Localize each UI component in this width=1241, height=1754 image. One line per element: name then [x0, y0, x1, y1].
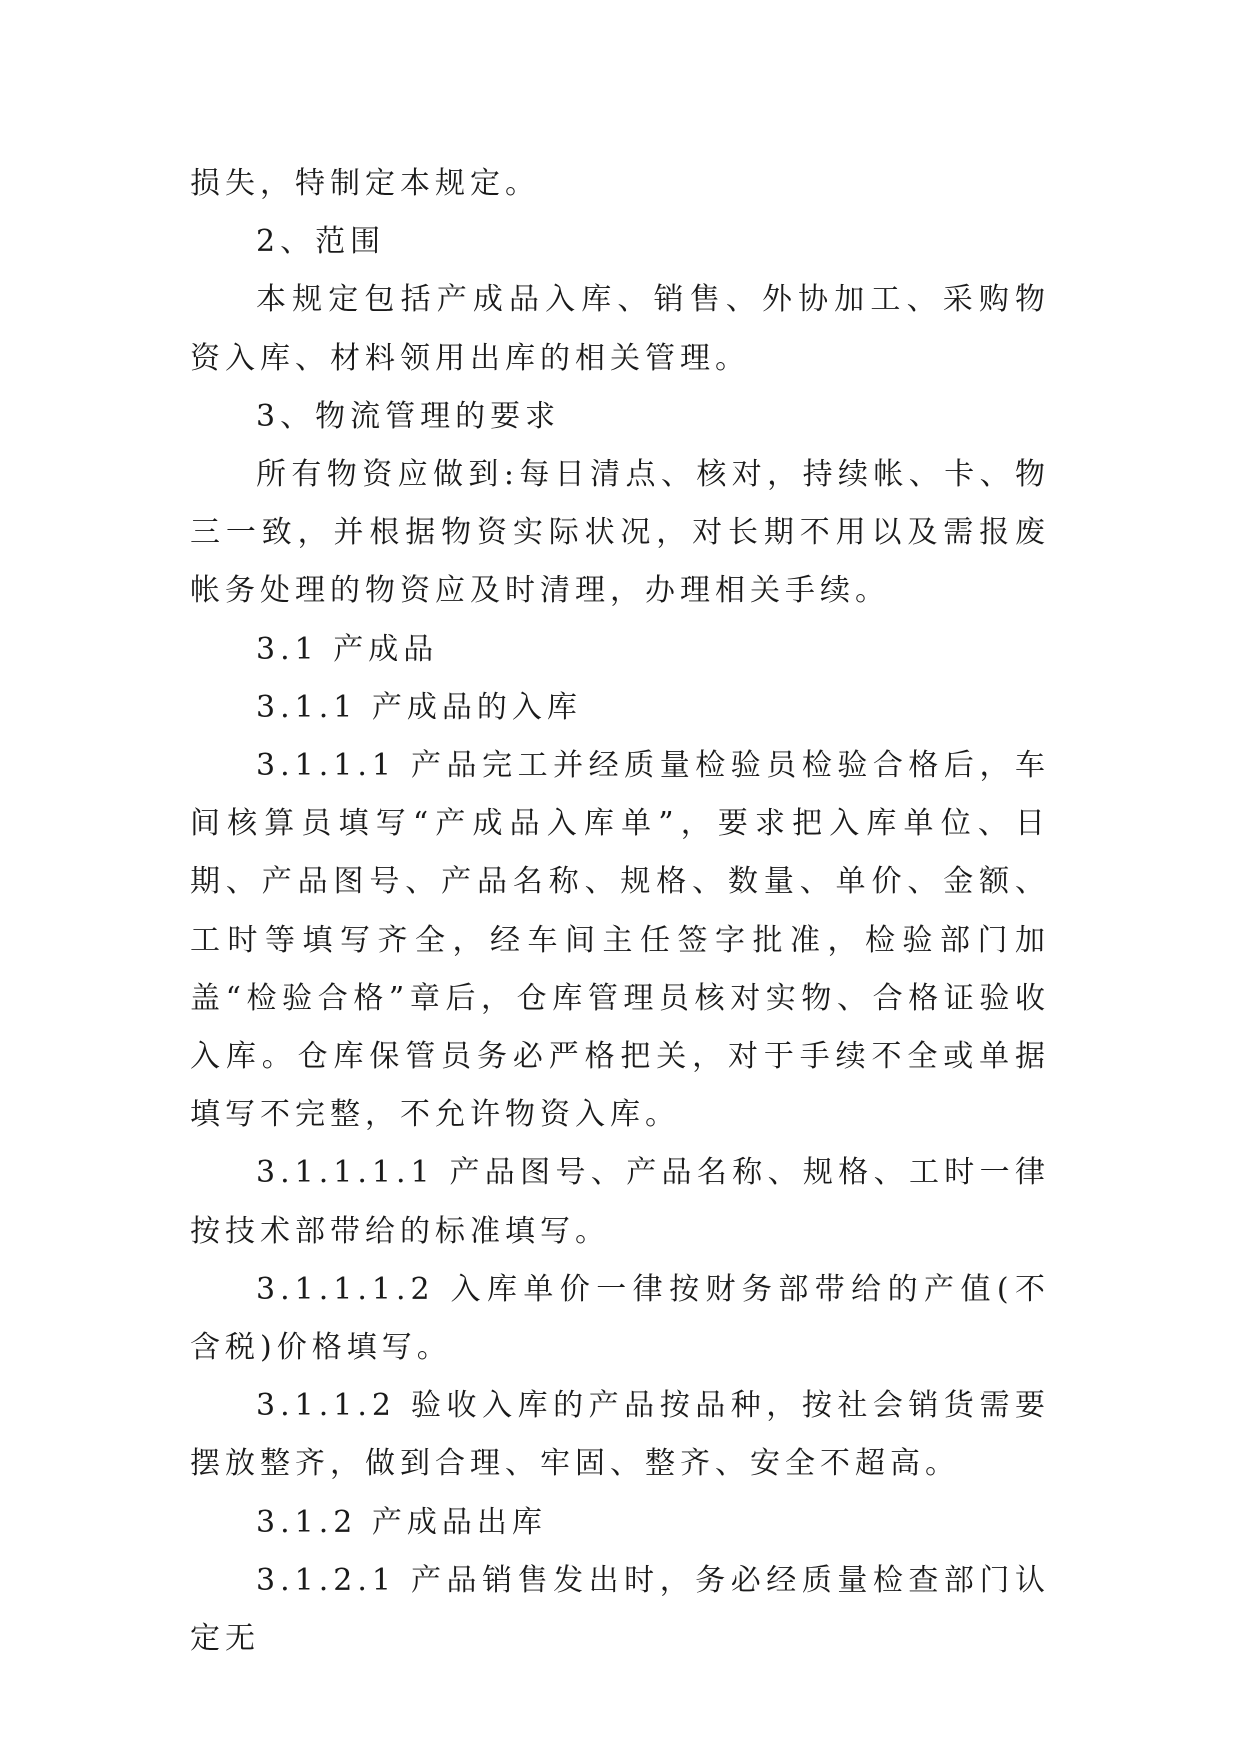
paragraph-intro-continuation: 损失，特制定本规定。 [190, 166, 540, 201]
document-body [190, 155, 1050, 1668]
paragraph-scope: 本规定包括产成品入库、销售、外协加工、采购物资入库、材料领用出库的相关管理。 [190, 282, 1050, 376]
section-heading-finished-products: 3.1 产成品 [256, 631, 439, 667]
paragraph-outbound-procedure: 3.1.2.1 产品销售发出时，务必经质量检查部门认定无 [190, 1562, 1050, 1657]
paragraph-inbound-procedure: 3.1.1.1 产品完工并经质量检验员检验合格后，车间核算员填写“产成品入库单”，要求把入库单位、日期、产品图号、产品名称、规格、数量、单价、金额、工时等填写齐全，经车间主任签字批准，检验部门加盖“检验合格”章后，仓库管理员核对实物、合格证验收入库。仓库保管员务必严格把关，对于手续不全或单据填写不完整，不允许物资入库。 [190, 748, 1050, 1133]
paragraph-storage-arrangement: 3.1.1.2 验收入库的产品按品种，按社会销货需要摆放整齐，做到合理、牢固、整齐、安全不超高。 [190, 1388, 1050, 1482]
section-heading-scope: 2、范围 [256, 224, 386, 260]
paragraph-drawing-number-rule: 3.1.1.1.1 产品图号、产品名称、规格、工时一律按技术部带给的标准填写。 [190, 1155, 1050, 1249]
section-heading-logistics-requirements: 3、物流管理的要求 [256, 398, 561, 434]
paragraph-unit-price-rule: 3.1.1.1.2 入库单价一律按财务部带给的产值(不含税)价格填写。 [190, 1271, 1050, 1366]
paragraph-logistics-requirements: 所有物资应做到:每日清点、核对，持续帐、卡、物三一致，并根据物资实际状况，对长期不用以及需报废帐务处理的物资应及时清理，办理相关手续。 [190, 457, 1050, 609]
section-heading-finished-products-outbound: 3.1.2 产成品出库 [256, 1504, 547, 1540]
section-heading-finished-products-inbound: 3.1.1 产成品的入库 [256, 689, 582, 725]
